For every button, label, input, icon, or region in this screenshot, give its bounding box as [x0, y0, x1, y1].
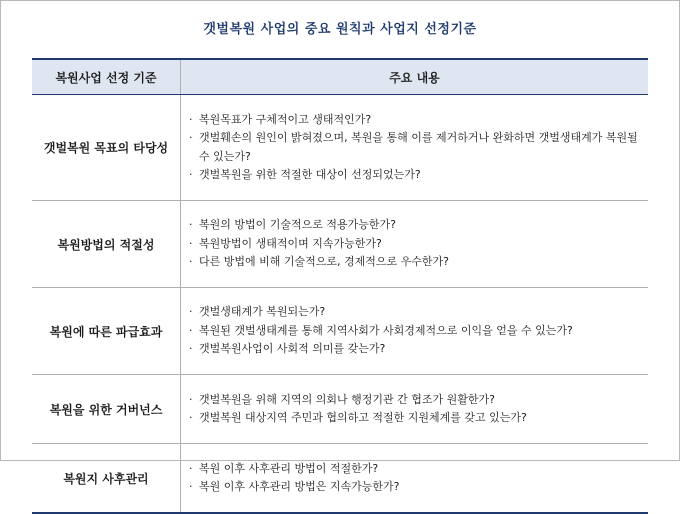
table-row	[32, 444, 648, 514]
content-cell	[181, 375, 649, 444]
criterion-cell: 복원에 따른 파급효과	[32, 288, 181, 375]
bullet-mark: ·	[189, 131, 193, 144]
bullet-mark: ·	[189, 218, 193, 232]
list-item	[189, 253, 638, 272]
table-row	[32, 375, 648, 444]
item-text: 복원방법이 생태적이며 지속가능한가?	[199, 236, 382, 250]
item-text: 복원목표가 구체적이고 생태적인가?	[199, 112, 372, 126]
content-cell	[181, 288, 649, 375]
item-text: 복원의 방법이 기술적으로 적용가능한가?	[199, 218, 396, 232]
list-item	[189, 460, 638, 479]
bullet-mark: ·	[189, 112, 193, 126]
table-row	[32, 95, 648, 201]
bullet-mark: ·	[189, 480, 193, 493]
bullet-mark: ·	[189, 461, 193, 475]
document-title: 갯벌복원 사업의 중요 원칙과 사업지 선정기준	[203, 22, 477, 37]
criterion-cell: 복원방법의 적절성	[32, 201, 181, 288]
item-text: 갯벌복원을 위해 지역의 의회나 행정기관 간 협조가 원활한가?	[199, 392, 495, 406]
item-text: 복원 이후 사후관리 방법이 적절한가?	[199, 461, 379, 475]
list-item	[189, 478, 638, 497]
item-text: 복원된 갯벌생태계를 통해 지역사회가 사회경제적으로 이익을 얻을 수 있는가?	[199, 323, 573, 337]
criterion-cell: 복원지 사후관리	[32, 444, 181, 514]
item-text: 갯벌복원 대상지역 주민과 협의하고 적절한 지원체계를 갖고 있는가?	[199, 411, 527, 424]
list-item	[189, 303, 638, 322]
item-text: 갯벌복원사업이 사회적 의미를 갖는가?	[199, 342, 386, 356]
list-item	[189, 391, 638, 410]
bullet-mark: ·	[189, 236, 193, 250]
item-text: 갯벌복원을 위한 적절한 대상이 선정되었는가?	[199, 168, 421, 181]
header-criterion: 복원사업 선정 기준	[32, 59, 181, 95]
table-header-row	[32, 59, 648, 95]
list-item	[189, 409, 638, 428]
table-row	[32, 288, 648, 375]
list-item	[189, 340, 638, 359]
bullet-mark: ·	[189, 323, 193, 337]
list-item	[189, 322, 638, 341]
list-item	[189, 111, 638, 130]
bullet-mark: ·	[189, 168, 193, 181]
bullet-mark: ·	[189, 305, 193, 319]
content-cell	[181, 201, 649, 288]
criteria-table	[32, 58, 648, 514]
item-text: 다른 방법에 비해 기술적으로, 경제적으로 우수한가?	[199, 255, 449, 269]
item-text: 복원 이후 사후관리 방법은 지속가능한가?	[199, 480, 400, 493]
bullet-mark: ·	[189, 392, 193, 406]
list-item	[189, 129, 638, 166]
criterion-cell: 갯벌복원 목표의 타당성	[32, 95, 181, 201]
criterion-cell: 복원을 위한 거버넌스	[32, 375, 181, 444]
content-cell	[181, 95, 649, 201]
bullet-mark: ·	[189, 411, 193, 424]
table-row	[32, 201, 648, 288]
list-item	[189, 216, 638, 235]
header-content: 주요 내용	[181, 59, 649, 95]
item-text: 갯벌생태계가 복원되는가?	[199, 305, 326, 319]
item-text: 갯벌훼손의 원인이 밝혀졌으며, 복원을 통해 이를 제거하거나 완화하면 갯벌생태계가 복원될 수 있는가?	[199, 131, 638, 163]
list-item	[189, 235, 638, 254]
list-item	[189, 166, 638, 185]
content-cell	[181, 444, 649, 514]
bullet-mark: ·	[189, 255, 193, 269]
bullet-mark: ·	[189, 342, 193, 356]
